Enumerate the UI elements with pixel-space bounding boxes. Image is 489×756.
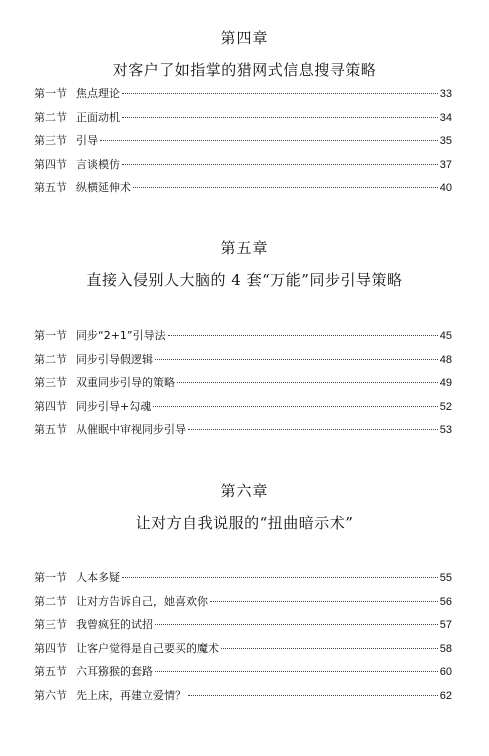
toc-label: 引导 bbox=[76, 134, 98, 147]
dot-leader bbox=[100, 140, 438, 141]
toc-section: 第二节 bbox=[34, 110, 67, 124]
chapter-title: 让对方自我说服的“扭曲暗示术” bbox=[135, 514, 354, 532]
toc-section: 第三节 bbox=[34, 618, 67, 631]
toc-entry[interactable] bbox=[34, 665, 452, 689]
toc-section: 第四节 bbox=[34, 157, 67, 171]
toc-entry[interactable] bbox=[34, 158, 452, 182]
toc-label: 正面动机 bbox=[76, 110, 120, 124]
toc-section: 第二节 bbox=[34, 594, 67, 608]
toc-label: 六耳猕猴的套路 bbox=[76, 665, 153, 678]
chapter-5-title-wrap bbox=[0, 269, 489, 290]
toc-entry[interactable] bbox=[34, 689, 452, 713]
toc-page: 60 bbox=[439, 666, 452, 678]
toc-label: 言谈模仿 bbox=[76, 157, 120, 171]
toc-entry[interactable] bbox=[34, 87, 452, 111]
toc-page: 56 bbox=[439, 595, 452, 608]
chapter-title: 对客户了如指掌的猎网式信息搜寻策略 bbox=[112, 61, 377, 79]
dot-leader bbox=[122, 164, 438, 165]
toc-page: 55 bbox=[439, 572, 452, 584]
toc-page: 52 bbox=[439, 400, 452, 413]
dot-leader bbox=[155, 624, 438, 625]
toc-entry[interactable] bbox=[34, 571, 452, 595]
dot-leader bbox=[168, 335, 438, 336]
chapter-6-toc bbox=[34, 571, 452, 712]
toc-entry[interactable] bbox=[34, 353, 452, 377]
chapter-number: 第四章 bbox=[220, 29, 269, 47]
toc-section: 第一节 bbox=[34, 329, 67, 342]
toc-page: 58 bbox=[439, 642, 452, 655]
dot-leader bbox=[210, 601, 438, 602]
toc-entry[interactable] bbox=[34, 595, 452, 619]
toc-section: 第六节 bbox=[34, 688, 67, 702]
chapter-4-title-wrap bbox=[0, 59, 489, 80]
toc-label: 纵横延伸术 bbox=[76, 181, 131, 194]
toc-page: 34 bbox=[439, 111, 452, 124]
toc-section: 第二节 bbox=[34, 352, 67, 366]
toc-page: 40 bbox=[439, 182, 452, 194]
chapter-5-toc bbox=[34, 329, 452, 447]
toc-label: 从催眠中审视同步引导 bbox=[76, 423, 186, 436]
toc-page: 45 bbox=[439, 330, 452, 342]
toc-label: 双重同步引导的策略 bbox=[76, 376, 175, 389]
toc-section: 第四节 bbox=[34, 399, 67, 413]
toc-label: 让客户觉得是自己要买的魔术 bbox=[76, 641, 219, 655]
toc-entry[interactable] bbox=[34, 400, 452, 424]
toc-label: 人本多疑 bbox=[76, 571, 120, 584]
toc-section: 第三节 bbox=[34, 134, 67, 147]
toc-section: 第五节 bbox=[34, 181, 67, 194]
toc-label: 让对方告诉自己，她喜欢你 bbox=[76, 594, 208, 608]
toc-entry[interactable] bbox=[34, 642, 452, 666]
toc-entry[interactable] bbox=[34, 134, 452, 158]
toc-page: 57 bbox=[439, 619, 452, 631]
toc-section: 第五节 bbox=[34, 665, 67, 678]
toc-label: 同步引导假逻辑 bbox=[76, 352, 153, 366]
toc-page: 53 bbox=[439, 424, 452, 436]
dot-leader bbox=[122, 117, 438, 118]
toc-page: 49 bbox=[439, 377, 452, 389]
toc-entry[interactable] bbox=[34, 111, 452, 135]
chapter-6-heading bbox=[0, 480, 489, 501]
toc-label: 我曾疯狂的试招 bbox=[76, 618, 153, 631]
toc-section: 第四节 bbox=[34, 641, 67, 655]
dot-leader bbox=[133, 187, 438, 188]
toc-page: 37 bbox=[439, 158, 452, 171]
toc-entry[interactable] bbox=[34, 376, 452, 400]
chapter-number: 第六章 bbox=[220, 482, 269, 500]
toc-page: 62 bbox=[439, 689, 452, 702]
chapter-number: 第五章 bbox=[220, 239, 269, 257]
chapter-5-heading bbox=[0, 237, 489, 258]
toc-section: 第一节 bbox=[34, 87, 67, 100]
dot-leader bbox=[122, 93, 438, 94]
dot-leader bbox=[188, 429, 438, 430]
chapter-4-heading bbox=[0, 27, 489, 48]
dot-leader bbox=[221, 648, 438, 649]
chapter-title: 直接入侵别人大脑的 4 套“万能”同步引导策略 bbox=[86, 271, 403, 289]
dot-leader bbox=[153, 406, 438, 407]
toc-label: 先上床，再建立爱情？ bbox=[76, 688, 186, 702]
chapter-4-toc bbox=[34, 87, 452, 205]
toc-entry[interactable] bbox=[34, 181, 452, 205]
toc-page: 48 bbox=[439, 353, 452, 366]
dot-leader bbox=[122, 577, 438, 578]
dot-leader bbox=[188, 695, 438, 696]
toc-label: 同步引导+勾魂 bbox=[76, 399, 152, 413]
dot-leader bbox=[177, 382, 438, 383]
toc-entry[interactable] bbox=[34, 423, 452, 447]
toc-section: 第三节 bbox=[34, 376, 67, 389]
dot-leader bbox=[155, 359, 438, 360]
toc-section: 第五节 bbox=[34, 423, 67, 436]
chapter-6-title-wrap bbox=[0, 512, 489, 533]
toc-label: 同步“2+1”引导法 bbox=[76, 329, 166, 342]
toc-page: 35 bbox=[439, 135, 452, 147]
toc-label: 焦点理论 bbox=[76, 87, 120, 100]
toc-entry[interactable] bbox=[34, 329, 452, 353]
toc-page: 33 bbox=[439, 88, 452, 100]
dot-leader bbox=[155, 671, 438, 672]
toc-entry[interactable] bbox=[34, 618, 452, 642]
toc-section: 第一节 bbox=[34, 571, 67, 584]
